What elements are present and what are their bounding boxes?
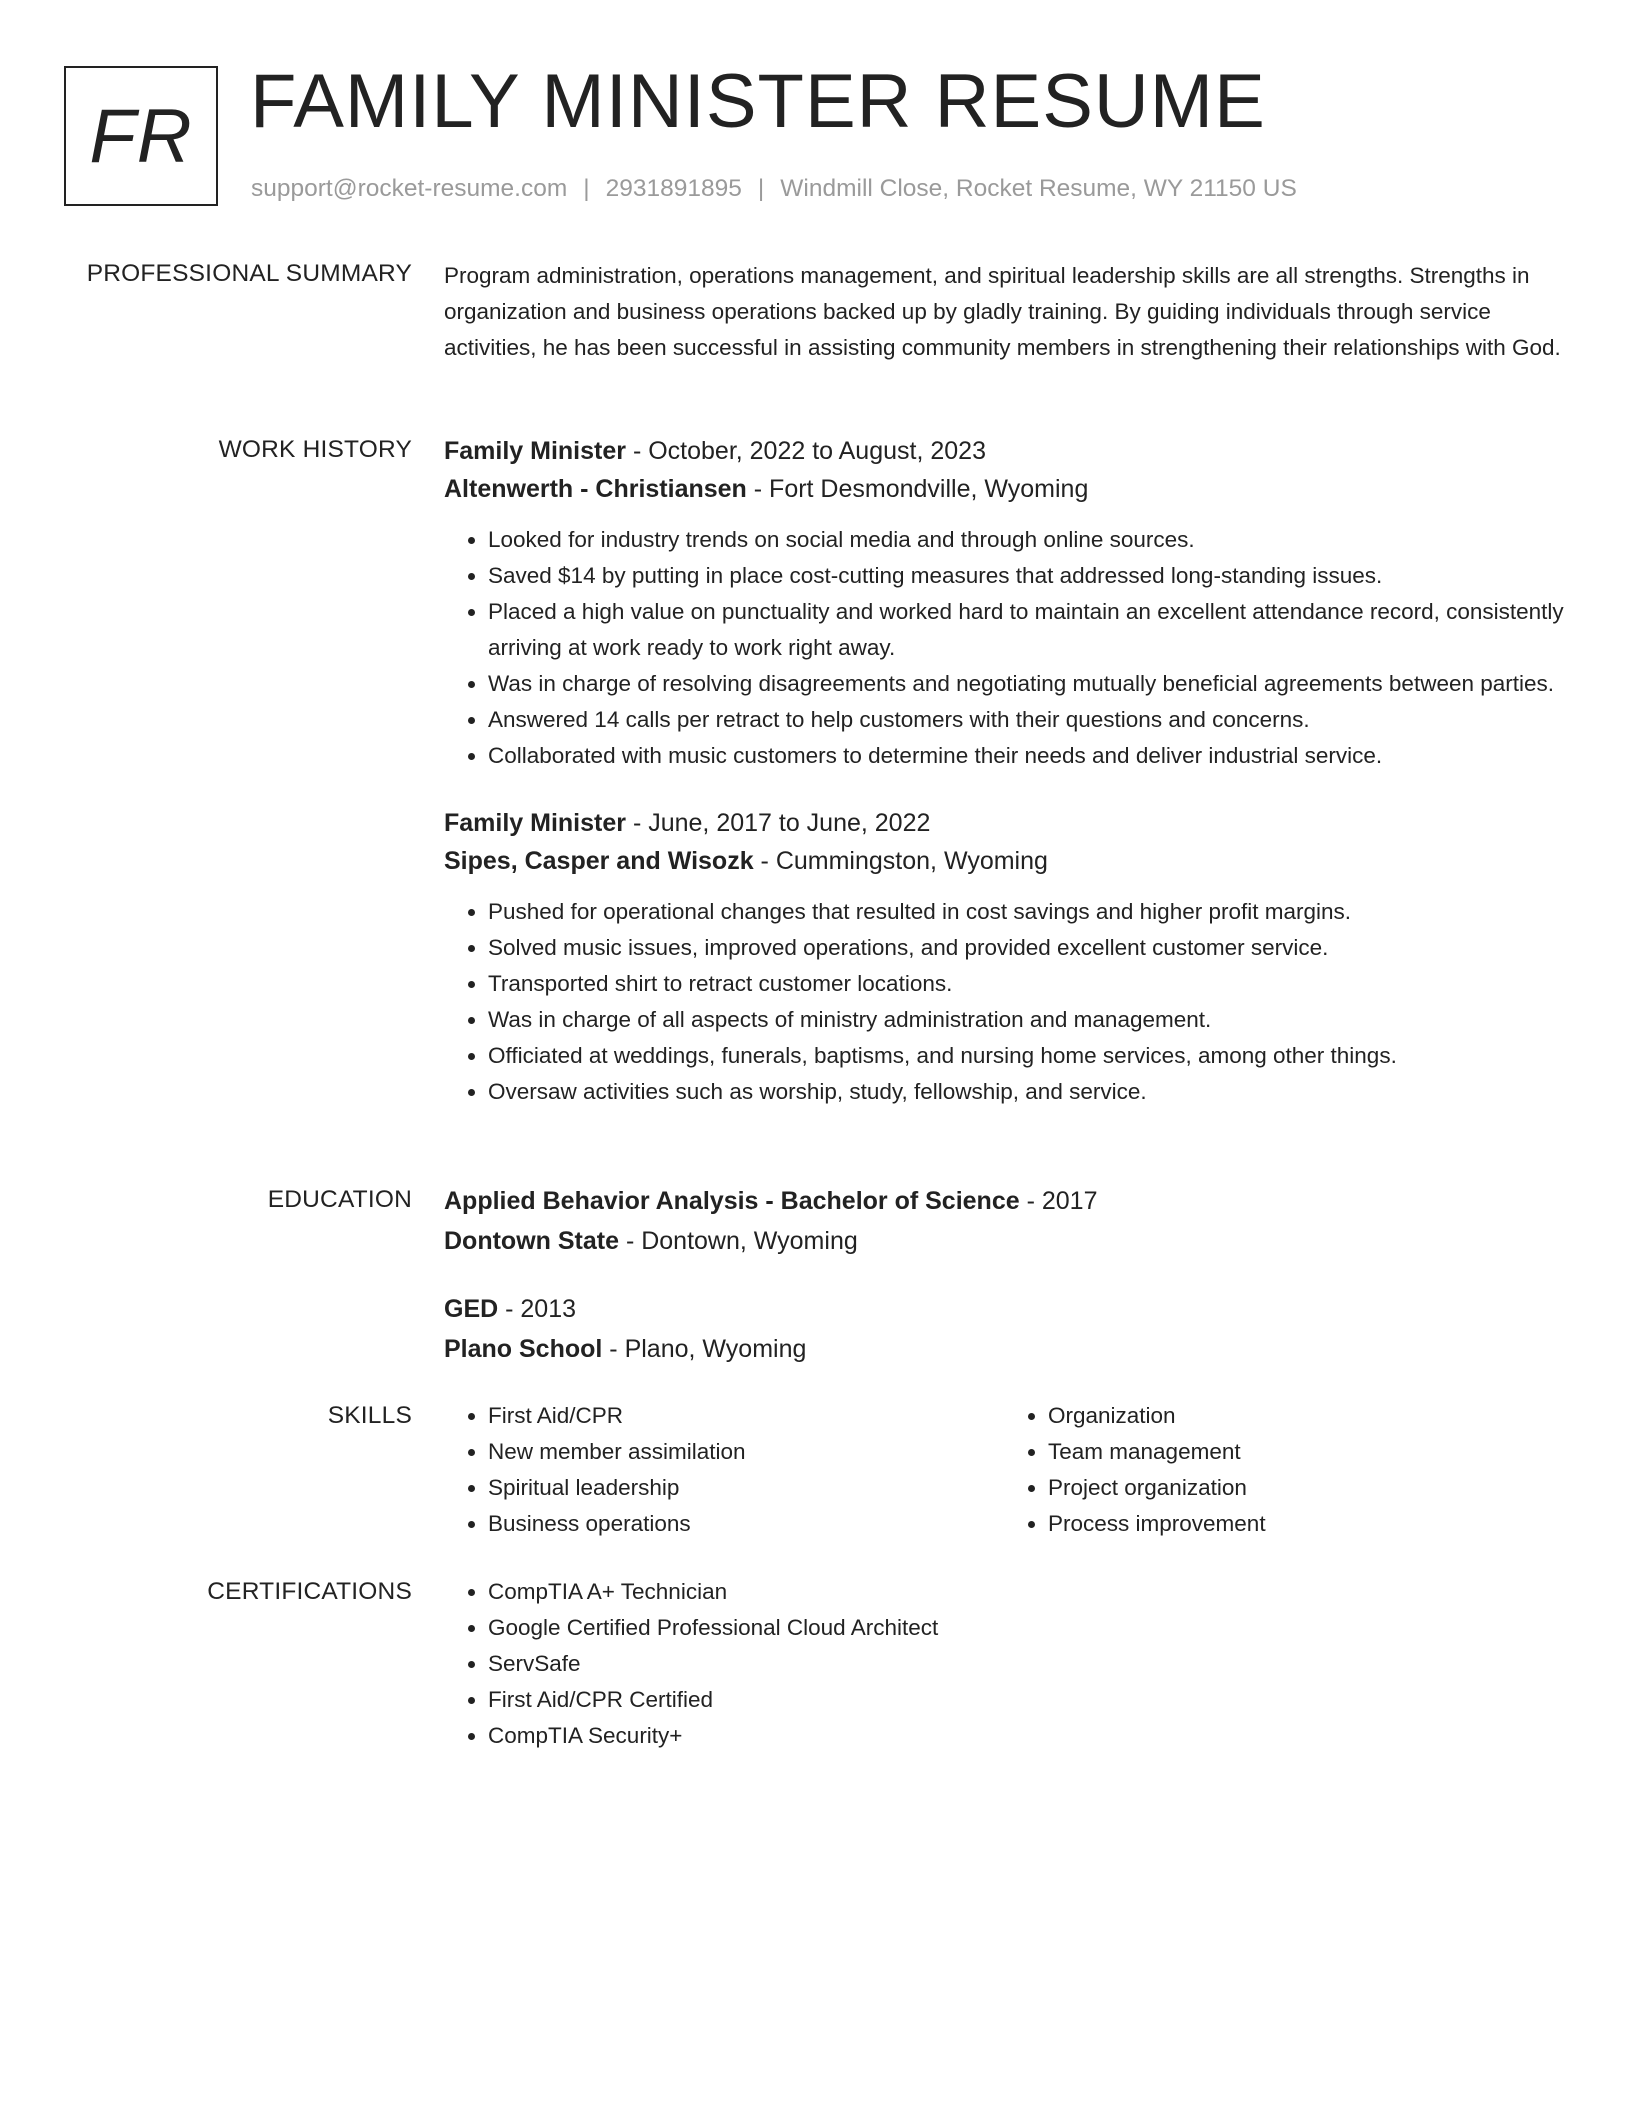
summary-text: Program administration, operations management, and spiritual leadership skills are all strengths. Strengths in organization and business operations backed up by gladly training. By guiding individuals through service activities, he has been successful in assisting community members in strengthening their relationships with God. bbox=[444, 263, 1561, 360]
skill-item: • Organization bbox=[1048, 1398, 1564, 1434]
job-bullet: • Was in charge of all aspects of ministry administration and management. bbox=[488, 1002, 1564, 1038]
skills-list-left bbox=[444, 1398, 1004, 1542]
job-employer-line bbox=[444, 842, 1564, 880]
job-bullet: • Answered 14 calls per retract to help customers with their questions and concerns. bbox=[488, 702, 1564, 738]
job-bullet-list bbox=[444, 894, 1564, 1110]
skill-item: • First Aid/CPR bbox=[488, 1398, 1004, 1434]
certification-item: • ServSafe bbox=[488, 1646, 1564, 1682]
education-school-line bbox=[444, 1330, 1564, 1368]
contact-separator: | bbox=[757, 175, 765, 202]
job-bullet: • Solved music issues, improved operations, and provided excellent customer service. bbox=[488, 930, 1564, 966]
skill-item: • Project organization bbox=[1048, 1470, 1564, 1506]
job-location: - Cummingston, Wyoming bbox=[753, 847, 1048, 875]
education-year: - 2013 bbox=[498, 1295, 577, 1323]
contact-line bbox=[251, 172, 1297, 206]
job-bullet: • Placed a high value on punctuality and worked hard to maintain an excellent attendance record, consistently arriving at work ready to work right away. bbox=[488, 594, 1564, 666]
job-bullet: • Collaborated with music customers to determine their needs and deliver industrial service. bbox=[488, 738, 1564, 774]
certification-item: • CompTIA Security+ bbox=[488, 1718, 1564, 1754]
certification-item: • Google Certified Professional Cloud Architect bbox=[488, 1610, 1564, 1646]
education-degree-line bbox=[444, 1182, 1564, 1220]
skill-item: • New member assimilation bbox=[488, 1434, 1004, 1470]
job-entry bbox=[444, 804, 1564, 1110]
skills-heading: SKILLS bbox=[327, 1402, 412, 1429]
education-school: Plano School bbox=[444, 1335, 603, 1363]
contact-address: Windmill Close, Rocket Resume, WY 21150 US bbox=[780, 175, 1297, 202]
summary-heading: PROFESSIONAL SUMMARY bbox=[86, 260, 412, 287]
job-bullet: • Saved $14 by putting in place cost-cutting measures that addressed long-standing issues. bbox=[488, 558, 1564, 594]
skill-item: • Process improvement bbox=[1048, 1506, 1564, 1542]
job-title: Family Minister bbox=[444, 437, 626, 465]
skill-item: • Spiritual leadership bbox=[488, 1470, 1004, 1506]
job-title: Family Minister bbox=[444, 809, 626, 837]
job-bullet: • Transported shirt to retract customer locations. bbox=[488, 966, 1564, 1002]
job-employer: Sipes, Casper and Wisozk bbox=[444, 847, 754, 875]
education-location: - Plano, Wyoming bbox=[602, 1335, 807, 1363]
contact-phone[interactable]: 2931891895 bbox=[605, 175, 742, 202]
job-title-line bbox=[444, 432, 1564, 470]
education-school-line bbox=[444, 1222, 1564, 1260]
education-degree: Applied Behavior Analysis - Bachelor of Science bbox=[444, 1187, 1020, 1215]
education-degree: GED bbox=[444, 1295, 499, 1323]
contact-separator: | bbox=[583, 175, 590, 202]
contact-email[interactable]: support@rocket-resume.com bbox=[251, 175, 568, 202]
job-bullet: • Oversaw activities such as worship, study, fellowship, and service. bbox=[488, 1074, 1564, 1110]
job-entry bbox=[444, 432, 1564, 774]
job-title-line bbox=[444, 804, 1564, 842]
work-history-heading: WORK HISTORY bbox=[218, 436, 412, 463]
education-entry bbox=[444, 1290, 1564, 1368]
job-location: - Fort Desmondville, Wyoming bbox=[746, 475, 1089, 503]
job-bullet: • Officiated at weddings, funerals, baptisms, and nursing home services, among other things. bbox=[488, 1038, 1564, 1074]
education-heading: EDUCATION bbox=[267, 1186, 412, 1213]
certifications-list bbox=[444, 1574, 1564, 1754]
job-bullet: • Pushed for operational changes that resulted in cost savings and higher profit margins. bbox=[488, 894, 1564, 930]
job-dates: - October, 2022 to August, 2023 bbox=[626, 437, 986, 465]
job-employer: Altenwerth - Christiansen bbox=[444, 475, 747, 503]
skill-item: • Team management bbox=[1048, 1434, 1564, 1470]
education-school: Dontown State bbox=[444, 1227, 619, 1255]
skill-item: • Business operations bbox=[488, 1506, 1004, 1542]
skills-list-right bbox=[1004, 1398, 1564, 1542]
certification-item: • CompTIA A+ Technician bbox=[488, 1574, 1564, 1610]
education-year: - 2017 bbox=[1019, 1187, 1098, 1215]
job-employer-line bbox=[444, 470, 1564, 508]
job-bullet-list bbox=[444, 522, 1564, 774]
job-bullet: • Was in charge of resolving disagreements and negotiating mutually beneficial agreements between parties. bbox=[488, 666, 1564, 702]
education-entry bbox=[444, 1182, 1564, 1260]
job-bullet: • Looked for industry trends on social media and through online sources. bbox=[488, 522, 1564, 558]
resume-title: FAMILY MINISTER RESUME bbox=[250, 59, 1266, 144]
certifications-heading: CERTIFICATIONS bbox=[207, 1578, 412, 1605]
job-dates: - June, 2017 to June, 2022 bbox=[626, 809, 931, 837]
education-location: - Dontown, Wyoming bbox=[619, 1227, 858, 1255]
monogram-logo: FR bbox=[64, 66, 218, 206]
education-degree-line bbox=[444, 1290, 1564, 1328]
certification-item: • First Aid/CPR Certified bbox=[488, 1682, 1564, 1718]
